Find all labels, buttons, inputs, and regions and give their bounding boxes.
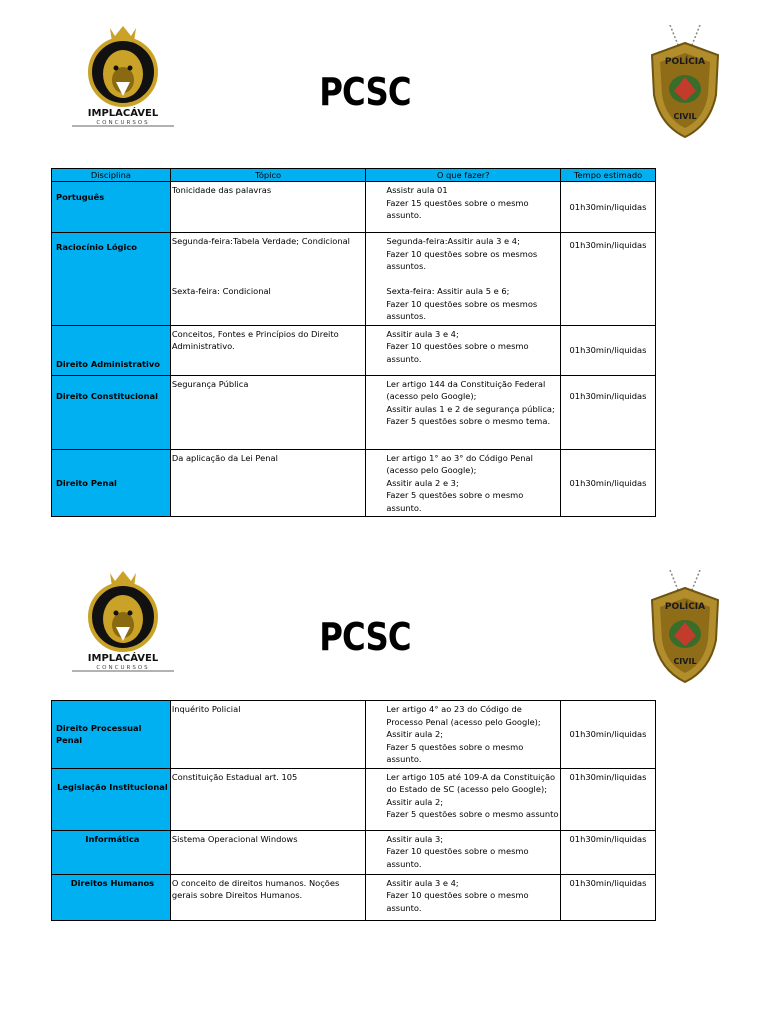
badge-top-text: POLÍCIA bbox=[664, 602, 706, 612]
cell-tempo: 01h30min/liquidas bbox=[561, 182, 656, 233]
cell-disciplina: Direito Constitucional bbox=[52, 375, 171, 449]
implacavel-logo bbox=[68, 20, 178, 130]
implacavel-logo bbox=[68, 565, 178, 675]
cell-disciplina: Legislação Institucional bbox=[52, 768, 171, 830]
cell-o-que-fazer: Segunda-feira:Assitir aula 3 e 4; Fazer 10 questões sobre os mesmos assuntos. Sexta-feira: Assitir aula 5 e 6; Fazer 10 questões sobre os mesmos assuntos. bbox=[366, 233, 561, 326]
table-row bbox=[52, 830, 656, 874]
cell-tempo: 01h30min/liquidas bbox=[561, 325, 656, 375]
cell-disciplina: Direito Administrativo bbox=[52, 325, 171, 375]
logo-main-text: IMPLACÁVEL bbox=[87, 653, 159, 664]
cell-topico: Segunda-feira:Tabela Verdade; Condicional Sexta-feira: Condicional bbox=[170, 233, 366, 326]
policia-civil-badge bbox=[630, 570, 740, 690]
header-topico: Tópico bbox=[170, 169, 366, 182]
header-o-que-fazer: O que fazer? bbox=[366, 169, 561, 182]
header-tempo: Tempo estimado bbox=[561, 169, 656, 182]
cell-o-que-fazer: Assitir aula 3 e 4; Fazer 10 questões sobre o mesmo assunto. bbox=[366, 325, 561, 375]
cell-disciplina: Raciocínio Lógico bbox=[52, 233, 171, 326]
cell-topico: Constituição Estadual art. 105 bbox=[170, 768, 366, 830]
cell-tempo: 01h30min/liquidas bbox=[561, 701, 656, 769]
cell-tempo: 01h30min/liquidas bbox=[561, 830, 656, 874]
cell-disciplina: Direito Processual Penal bbox=[52, 701, 171, 769]
logo-sub-text: CONCURSOS bbox=[96, 120, 150, 126]
cell-tempo: 01h30min/liquidas bbox=[561, 375, 656, 449]
cell-o-que-fazer: Ler artigo 144 da Constituição Federal (acesso pelo Google); Assitir aulas 1 e 2 de segurança pública; Fazer 5 questões sobre o mesmo tema. bbox=[366, 375, 561, 449]
table-row bbox=[52, 449, 656, 517]
page2-header bbox=[0, 560, 768, 690]
badge-top-text: POLÍCIA bbox=[664, 57, 706, 67]
cell-topico: O conceito de direitos humanos. Noções gerais sobre Direitos Humanos. bbox=[170, 874, 366, 920]
cell-disciplina: Informática bbox=[52, 830, 171, 874]
cell-tempo: 01h30min/liquidas bbox=[561, 874, 656, 920]
cell-o-que-fazer: Assitir aula 3 e 4; Fazer 10 questões sobre o mesmo assunto. bbox=[366, 874, 561, 920]
cell-disciplina: Português bbox=[52, 182, 171, 233]
cell-topico: Sistema Operacional Windows bbox=[170, 830, 366, 874]
page-title: PCSC bbox=[319, 70, 411, 114]
cell-tempo: 01h30min/liquidas bbox=[561, 449, 656, 517]
cell-topico: Conceitos, Fontes e Princípios do Direito Administrativo. bbox=[170, 325, 366, 375]
table-row bbox=[52, 325, 656, 375]
cell-disciplina: Direito Penal bbox=[52, 449, 171, 517]
table-row bbox=[52, 701, 656, 769]
study-plan-table-2 bbox=[51, 700, 656, 921]
study-plan-table-1 bbox=[51, 168, 656, 517]
table-row bbox=[52, 768, 656, 830]
cell-o-que-fazer: Ler artigo 1° ao 3° do Código Penal (acesso pelo Google); Assitir aula 2 e 3; Fazer 5 questões sobre o mesmo assunto. bbox=[366, 449, 561, 517]
cell-o-que-fazer: Assistr aula 01 Fazer 15 questões sobre o mesmo assunto. bbox=[366, 182, 561, 233]
badge-bottom-text: CIVIL bbox=[673, 657, 697, 666]
cell-tempo: 01h30min/liquidas bbox=[561, 233, 656, 326]
cell-topico: Da aplicação da Lei Penal bbox=[170, 449, 366, 517]
table-header-row bbox=[52, 169, 656, 182]
policia-civil-badge bbox=[630, 25, 740, 145]
cell-topico: Segurança Pública bbox=[170, 375, 366, 449]
cell-topico: Inquérito Policial bbox=[170, 701, 366, 769]
page1-header bbox=[0, 15, 768, 145]
table-row bbox=[52, 375, 656, 449]
table-row bbox=[52, 874, 656, 920]
cell-tempo: 01h30min/liquidas bbox=[561, 768, 656, 830]
cell-o-que-fazer: Assitir aula 3; Fazer 10 questões sobre o mesmo assunto. bbox=[366, 830, 561, 874]
logo-sub-text: CONCURSOS bbox=[96, 665, 150, 671]
table-row bbox=[52, 182, 656, 233]
table-row bbox=[52, 233, 656, 326]
badge-bottom-text: CIVIL bbox=[673, 112, 697, 121]
page-title: PCSC bbox=[319, 615, 411, 659]
cell-o-que-fazer: Ler artigo 4° ao 23 do Código de Processo Penal (acesso pelo Google); Assitir aula 2; Fazer 5 questões sobre o mesmo assunto. bbox=[366, 701, 561, 769]
header-disciplina: Disciplina bbox=[52, 169, 171, 182]
cell-disciplina: Direitos Humanos bbox=[52, 874, 171, 920]
cell-topico: Tonicidade das palavras bbox=[170, 182, 366, 233]
cell-o-que-fazer: Ler artigo 105 até 109-A da Constituição do Estado de SC (acesso pelo Google); Assitir aula 2; Fazer 5 questões sobre o mesmo assunto bbox=[366, 768, 561, 830]
logo-main-text: IMPLACÁVEL bbox=[87, 108, 159, 119]
